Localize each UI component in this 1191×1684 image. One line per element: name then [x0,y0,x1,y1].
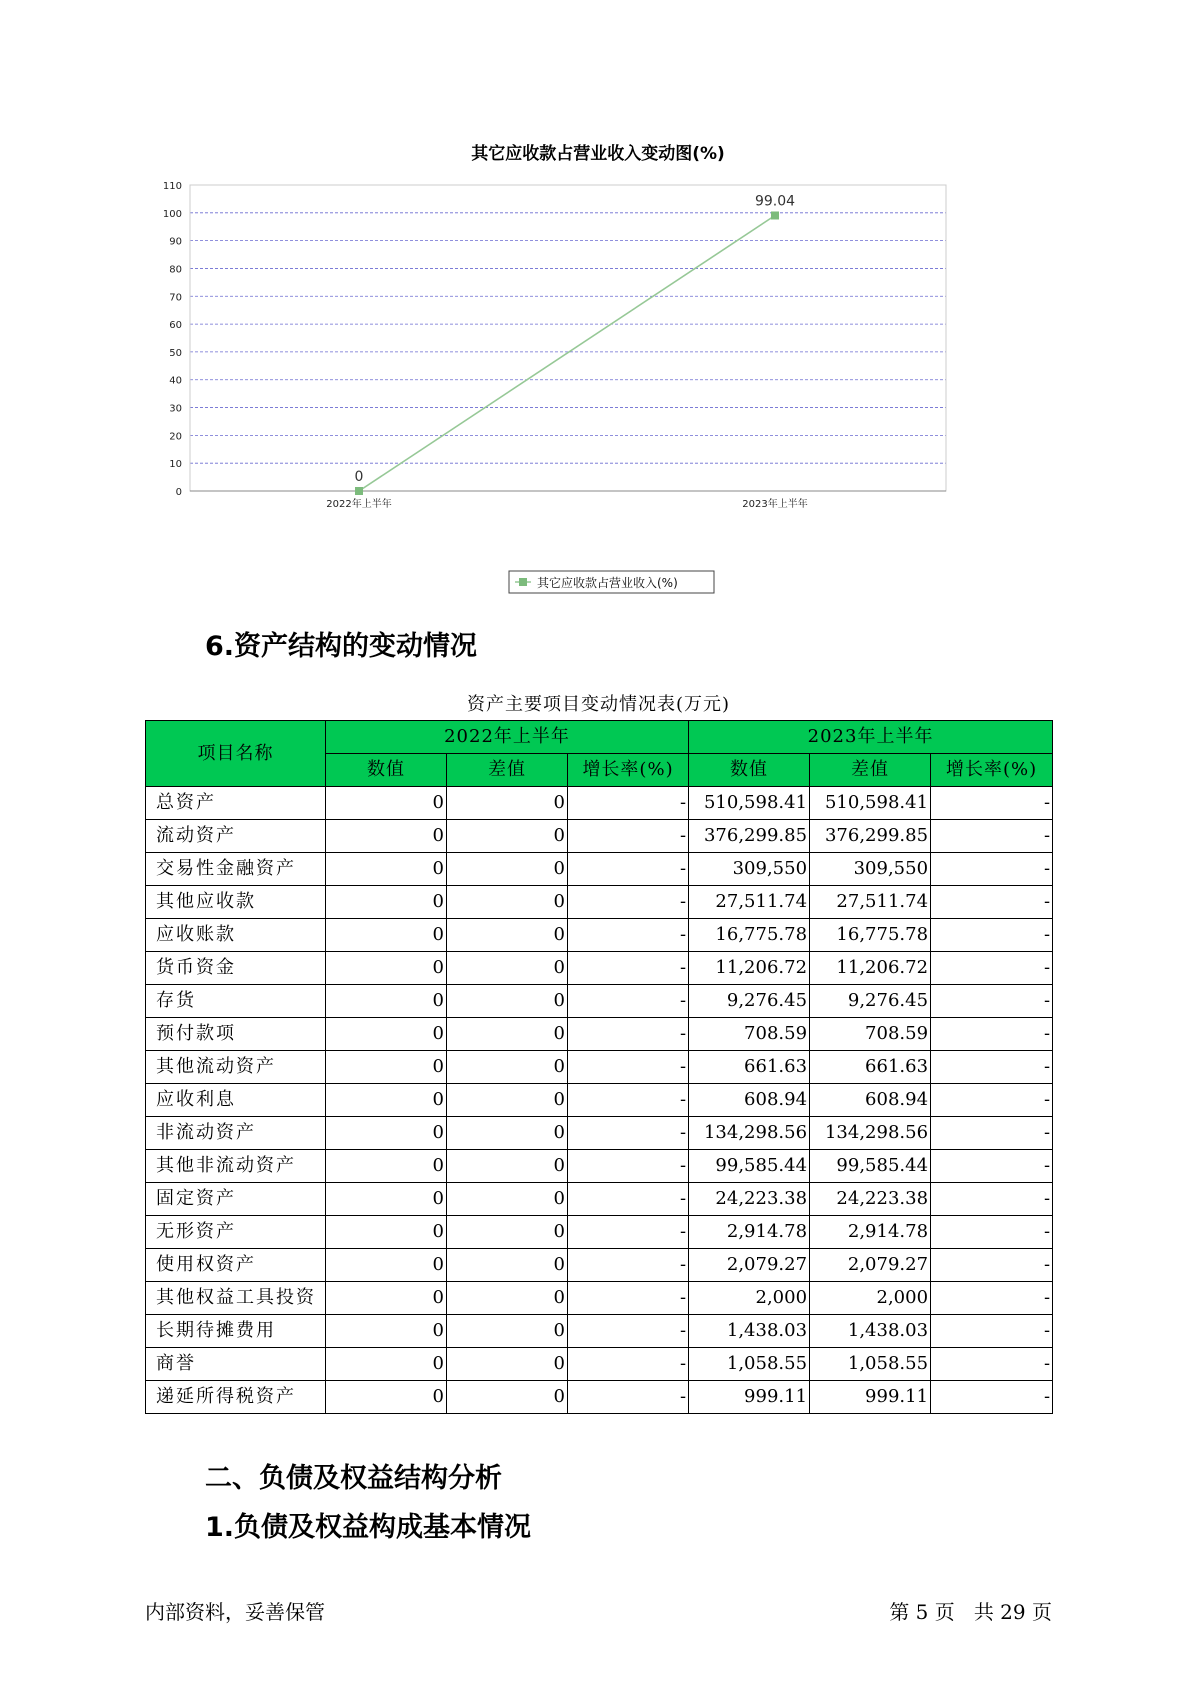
table-row [146,952,1053,985]
table-row [146,919,1053,952]
cell-growth-2022: - [568,1282,689,1315]
data-label: 0 [354,469,364,485]
row-item-name: 交易性金融资产 [146,853,326,886]
cell-diff-2022: 0 [447,919,568,952]
y-tick-label: 90 [169,236,182,248]
row-item-name: 预付款项 [146,1018,326,1051]
cell-diff-2022: 0 [447,1282,568,1315]
cell-growth-2023: - [931,1183,1053,1216]
cell-growth-2022: - [568,820,689,853]
cell-growth-2022: - [568,952,689,985]
cell-diff-2023: 27,511.74 [810,886,931,919]
cell-growth-2023: - [931,1282,1053,1315]
cell-diff-2022: 0 [447,1051,568,1084]
cell-diff-2022: 0 [447,1084,568,1117]
cell-value-2023: 999.11 [689,1381,810,1414]
cell-value-2022: 0 [326,787,447,820]
cell-value-2022: 0 [326,1282,447,1315]
cell-diff-2023: 608.94 [810,1084,931,1117]
cell-growth-2022: - [568,787,689,820]
cell-growth-2022: - [568,853,689,886]
cell-growth-2022: - [568,1150,689,1183]
table-header-row [146,721,1053,754]
cell-growth-2023: - [931,886,1053,919]
cell-value-2022: 0 [326,853,447,886]
cell-value-2022: 0 [326,1150,447,1183]
table-row [146,985,1053,1018]
col-header-value-2023: 数值 [689,754,810,787]
data-label: 99.04 [754,193,796,210]
cell-value-2022: 0 [326,1018,447,1051]
cell-growth-2023: - [931,1348,1053,1381]
cell-value-2023: 376,299.85 [689,820,810,853]
section-heading: 6.资产结构的变动情况 [205,631,478,662]
col-header-diff-2023: 差值 [810,754,931,787]
table-row [146,1150,1053,1183]
chart-legend [509,571,714,593]
y-tick-label: 30 [169,403,182,415]
cell-value-2023: 2,079.27 [689,1249,810,1282]
cell-value-2022: 0 [326,1216,447,1249]
y-tick-label: 70 [169,292,182,304]
cell-growth-2023: - [931,1150,1053,1183]
cell-diff-2023: 309,550 [810,853,931,886]
cell-growth-2022: - [568,886,689,919]
table-row [146,1084,1053,1117]
row-item-name: 存货 [146,985,326,1018]
part2-sub1-heading: 1.负债及权益构成基本情况 [205,1512,532,1543]
cell-diff-2023: 661.63 [810,1051,931,1084]
cell-growth-2022: - [568,919,689,952]
cell-value-2022: 0 [326,1249,447,1282]
cell-growth-2023: - [931,787,1053,820]
table-row [146,1381,1053,1414]
y-tick-label: 80 [169,264,182,276]
row-item-name: 其他应收款 [146,886,326,919]
y-tick-label: 0 [175,487,182,498]
row-item-name: 非流动资产 [146,1117,326,1150]
cell-value-2023: 9,276.45 [689,985,810,1018]
cell-value-2022: 0 [326,820,447,853]
cell-value-2022: 0 [326,985,447,1018]
cell-diff-2023: 2,914.78 [810,1216,931,1249]
cell-value-2022: 0 [326,1117,447,1150]
cell-diff-2022: 0 [447,886,568,919]
cell-value-2022: 0 [326,919,447,952]
cell-growth-2023: - [931,820,1053,853]
cell-growth-2023: - [931,1117,1053,1150]
cell-value-2022: 0 [326,1315,447,1348]
row-item-name: 递延所得税资产 [146,1381,326,1414]
cell-diff-2023: 134,298.56 [810,1117,931,1150]
cell-value-2023: 27,511.74 [689,886,810,919]
cell-value-2022: 0 [326,1381,447,1414]
cell-value-2023: 708.59 [689,1018,810,1051]
table-row [146,1117,1053,1150]
cell-diff-2022: 0 [447,1216,568,1249]
cell-growth-2022: - [568,1381,689,1414]
cell-diff-2022: 0 [447,1183,568,1216]
table-row [146,1051,1053,1084]
row-item-name: 总资产 [146,787,326,820]
cell-growth-2022: - [568,1183,689,1216]
cell-growth-2023: - [931,1051,1053,1084]
table-body [146,787,1053,1414]
row-item-name: 商誉 [146,1348,326,1381]
cell-growth-2023: - [931,919,1053,952]
cell-growth-2023: - [931,1018,1053,1051]
row-item-name: 其他非流动资产 [146,1150,326,1183]
cell-value-2022: 0 [326,1051,447,1084]
legend-marker [519,578,527,586]
chart-title: 其它应收款占营业收入变动图(%) [471,144,725,164]
y-tick-label: 40 [169,375,182,387]
chart-svg [150,135,1030,595]
col-header-value-2022: 数值 [326,754,447,787]
col-group-2022: 2022年上半年 [326,721,689,754]
row-item-name: 无形资产 [146,1216,326,1249]
cell-diff-2023: 1,058.55 [810,1348,931,1381]
row-item-name: 应收利息 [146,1084,326,1117]
cell-value-2022: 0 [326,886,447,919]
cell-diff-2023: 9,276.45 [810,985,931,1018]
cell-diff-2023: 11,206.72 [810,952,931,985]
cell-diff-2022: 0 [447,1315,568,1348]
cell-diff-2023: 99,585.44 [810,1150,931,1183]
cell-growth-2023: - [931,1216,1053,1249]
cell-growth-2022: - [568,1117,689,1150]
cell-diff-2023: 2,000 [810,1282,931,1315]
x-tick-label: 2022年上半年 [326,499,392,510]
legend-label: 其它应收款占营业收入(%) [537,576,678,590]
cell-diff-2022: 0 [447,985,568,1018]
cell-value-2023: 1,438.03 [689,1315,810,1348]
cell-value-2023: 2,000 [689,1282,810,1315]
y-tick-label: 20 [169,431,182,443]
cell-growth-2022: - [568,1018,689,1051]
col-header-item: 项目名称 [146,721,326,787]
cell-diff-2023: 2,079.27 [810,1249,931,1282]
cell-value-2022: 0 [326,1348,447,1381]
table-row [146,1315,1053,1348]
cell-value-2023: 510,598.41 [689,787,810,820]
cell-value-2023: 1,058.55 [689,1348,810,1381]
cell-value-2022: 0 [326,1183,447,1216]
cell-growth-2022: - [568,1051,689,1084]
data-point [771,211,779,219]
cell-growth-2022: - [568,985,689,1018]
cell-value-2023: 661.63 [689,1051,810,1084]
row-item-name: 固定资产 [146,1183,326,1216]
cell-diff-2022: 0 [447,952,568,985]
cell-diff-2023: 16,775.78 [810,919,931,952]
cell-diff-2022: 0 [447,1150,568,1183]
cell-growth-2023: - [931,853,1053,886]
cell-diff-2022: 0 [447,1249,568,1282]
cell-value-2023: 11,206.72 [689,952,810,985]
cell-value-2023: 24,223.38 [689,1183,810,1216]
line-chart [150,135,1030,595]
row-item-name: 其他权益工具投资 [146,1282,326,1315]
cell-diff-2023: 1,438.03 [810,1315,931,1348]
table-row [146,1348,1053,1381]
row-item-name: 应收账款 [146,919,326,952]
table-row [146,886,1053,919]
cell-diff-2022: 0 [447,787,568,820]
cell-diff-2023: 24,223.38 [810,1183,931,1216]
row-item-name: 流动资产 [146,820,326,853]
cell-diff-2023: 376,299.85 [810,820,931,853]
table-caption: 资产主要项目变动情况表(万元) [466,694,731,715]
x-tick-label: 2023年上半年 [742,499,808,510]
cell-value-2023: 2,914.78 [689,1216,810,1249]
cell-diff-2023: 999.11 [810,1381,931,1414]
col-header-diff-2022: 差值 [447,754,568,787]
y-tick-label: 10 [169,459,182,471]
cell-diff-2023: 708.59 [810,1018,931,1051]
footer-page-number: 第 5 页 共 29 页 [889,1600,1052,1624]
cell-diff-2023: 510,598.41 [810,787,931,820]
cell-growth-2023: - [931,1381,1053,1414]
cell-value-2023: 99,585.44 [689,1150,810,1183]
cell-value-2023: 608.94 [689,1084,810,1117]
y-tick-label: 60 [169,320,182,332]
cell-growth-2023: - [931,1084,1053,1117]
table-row [146,1183,1053,1216]
table-row [146,1018,1053,1051]
row-item-name: 其他流动资产 [146,1051,326,1084]
cell-growth-2022: - [568,1249,689,1282]
cell-growth-2023: - [931,1315,1053,1348]
col-group-2023: 2023年上半年 [689,721,1053,754]
cell-growth-2022: - [568,1315,689,1348]
cell-growth-2022: - [568,1348,689,1381]
cell-diff-2022: 0 [447,853,568,886]
row-item-name: 货币资金 [146,952,326,985]
series-line [359,215,775,491]
part2-heading: 二、负债及权益结构分析 [205,1463,502,1494]
plot-frame [190,185,946,491]
footer-confidential-note: 内部资料，妥善保管 [145,1600,325,1624]
row-item-name: 长期待摊费用 [146,1315,326,1348]
y-tick-label: 100 [162,208,182,220]
table-row [146,1216,1053,1249]
cell-diff-2022: 0 [447,820,568,853]
cell-growth-2023: - [931,952,1053,985]
cell-value-2023: 134,298.56 [689,1117,810,1150]
cell-diff-2022: 0 [447,1117,568,1150]
asset-change-table [145,720,1053,1414]
y-tick-label: 50 [169,347,182,359]
table-row [146,787,1053,820]
cell-value-2023: 16,775.78 [689,919,810,952]
table-row [146,853,1053,886]
cell-diff-2022: 0 [447,1348,568,1381]
table-row [146,1249,1053,1282]
table-row [146,820,1053,853]
y-tick-label: 110 [162,181,182,192]
cell-growth-2023: - [931,1249,1053,1282]
cell-growth-2022: - [568,1216,689,1249]
data-point [355,487,363,495]
cell-diff-2022: 0 [447,1381,568,1414]
cell-value-2022: 0 [326,952,447,985]
cell-value-2022: 0 [326,1084,447,1117]
cell-value-2023: 309,550 [689,853,810,886]
cell-diff-2022: 0 [447,1018,568,1051]
col-header-growth-2022: 增长率(%) [568,754,689,787]
table-row [146,1282,1053,1315]
row-item-name: 使用权资产 [146,1249,326,1282]
cell-growth-2022: - [568,1084,689,1117]
cell-growth-2023: - [931,985,1053,1018]
col-header-growth-2023: 增长率(%) [931,754,1053,787]
